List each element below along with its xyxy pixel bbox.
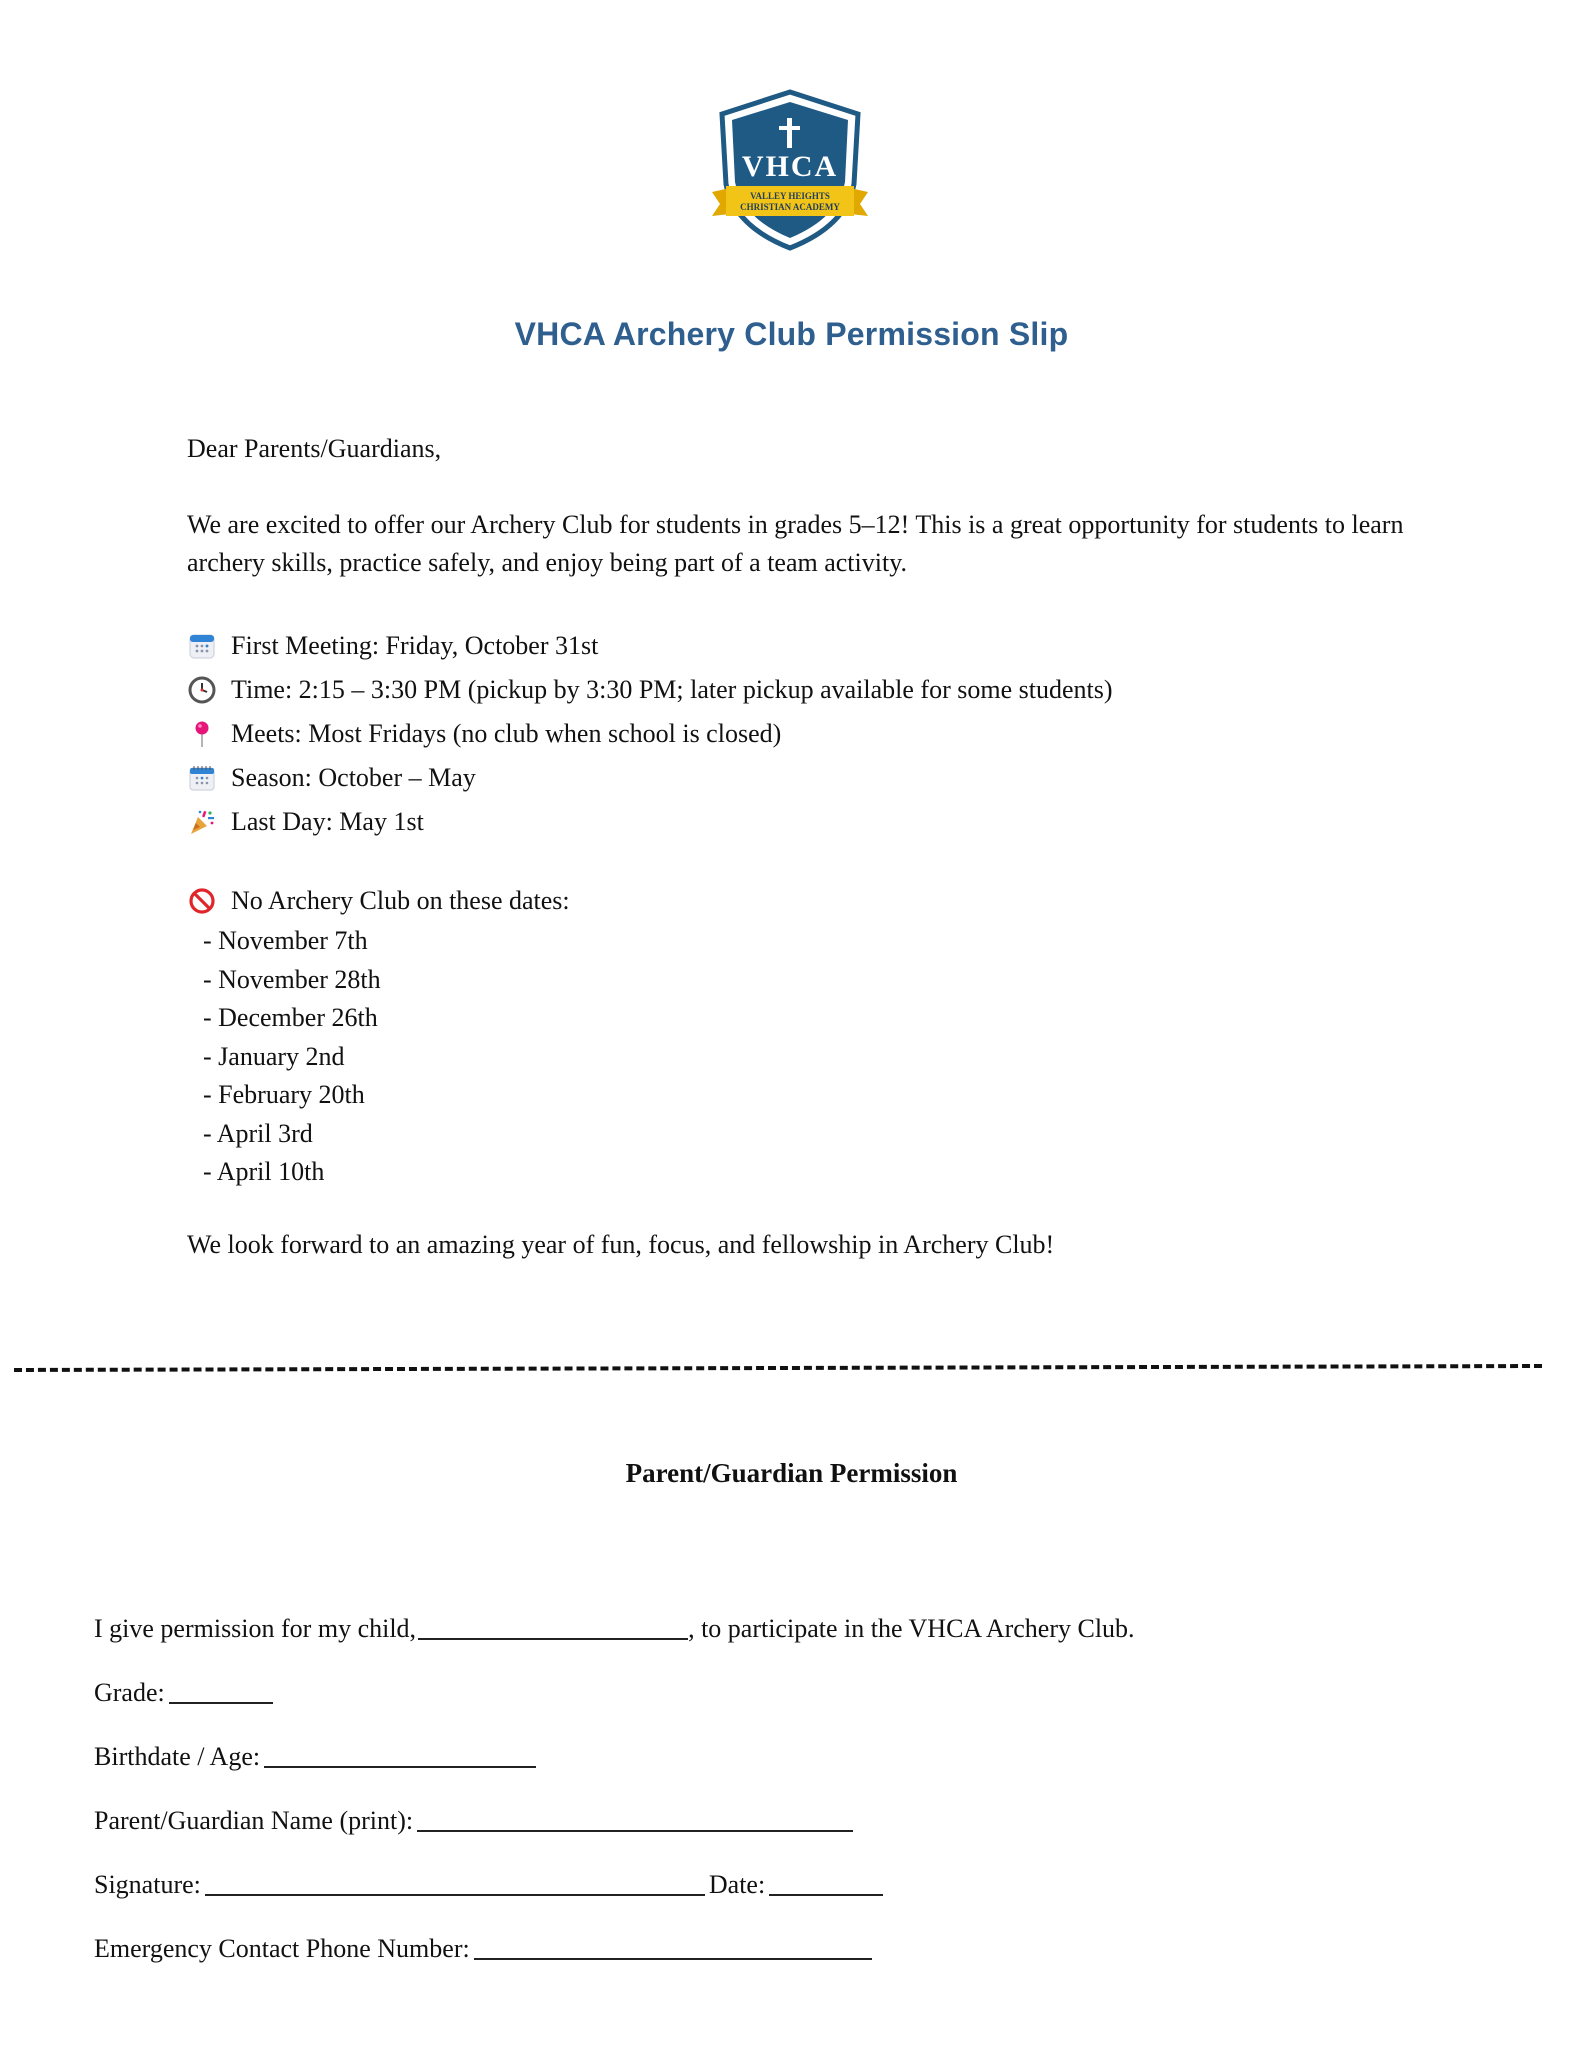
signature-row — [94, 1836, 1135, 1900]
closing-paragraph: We look forward to an amazing year of fun, focus, and fellowship in Archery Club! — [187, 1230, 1055, 1259]
detail-meets — [187, 712, 1113, 756]
party-popper-icon — [187, 807, 217, 837]
permission-heading: Parent/Guardian Permission — [625, 1458, 958, 1488]
detail-first-meeting — [187, 624, 1113, 668]
closure-date: - November 7th — [203, 926, 368, 955]
pin-icon — [187, 719, 217, 749]
intro-paragraph: We are excited to offer our Archery Club for students in grades 5–12! This is a great opportunity for students to learn archery skills, practice safely, and enjoy being part of a team activity. — [187, 510, 1404, 577]
date-field[interactable] — [769, 1868, 883, 1896]
detail-last-day — [187, 800, 1113, 844]
closure-heading — [187, 880, 570, 922]
birthdate-field[interactable] — [264, 1740, 536, 1768]
closure-date: - February 20th — [203, 1080, 365, 1109]
closure-dates — [187, 880, 570, 1192]
parent-name-label: Parent/Guardian Name (print): — [94, 1806, 414, 1835]
birthdate-label: Birthdate / Age: — [94, 1742, 261, 1771]
child-suffix: , to participate in the VHCA Archery Club. — [688, 1614, 1135, 1643]
logo-banner-line1: VALLEY HEIGHTS — [750, 191, 830, 201]
grade-row — [94, 1644, 1135, 1708]
page-title: VHCA Archery Club Permission Slip — [514, 316, 1069, 352]
phone-field[interactable] — [474, 1932, 872, 1960]
date-label: Date: — [708, 1870, 766, 1899]
prohibited-icon — [187, 886, 217, 916]
closure-heading-text: No Archery Club on these dates: — [231, 886, 570, 915]
detail-text: Meets: Most Fridays (no club when school is closed) — [231, 719, 782, 748]
grade-field[interactable] — [169, 1676, 273, 1704]
child-permission-row — [94, 1580, 1135, 1644]
child-name-field[interactable] — [418, 1612, 688, 1640]
birthdate-row — [94, 1708, 1135, 1772]
detail-season — [187, 756, 1113, 800]
signature-label: Signature: — [94, 1870, 201, 1899]
detail-text: First Meeting: Friday, October 31st — [231, 631, 599, 660]
closure-date: - January 2nd — [203, 1041, 345, 1071]
closure-date: - April 10th — [203, 1157, 325, 1186]
phone-row — [94, 1900, 1135, 1964]
child-prefix: I give permission for my child, — [94, 1614, 417, 1643]
calendar-icon — [187, 631, 217, 661]
closure-date: - April 3rd — [203, 1118, 313, 1148]
logo-banner-line2: CHRISTIAN ACADEMY — [740, 202, 840, 212]
detail-time — [187, 668, 1113, 712]
signature-field[interactable] — [205, 1868, 705, 1896]
school-logo — [708, 88, 872, 252]
greeting: Dear Parents/Guardians, — [187, 434, 442, 463]
parent-name-field[interactable] — [417, 1804, 853, 1832]
permission-form — [94, 1580, 1135, 1964]
detail-text: Season: October – May — [231, 763, 476, 792]
details-list — [187, 624, 1113, 844]
parent-name-row — [94, 1772, 1135, 1836]
clock-icon — [187, 675, 217, 705]
phone-label: Emergency Contact Phone Number: — [94, 1934, 470, 1963]
spiral-calendar-icon — [187, 763, 217, 793]
closure-date: - December 26th — [203, 1003, 378, 1032]
grade-label: Grade: — [94, 1678, 165, 1707]
closure-date: - November 28th — [203, 964, 381, 994]
detail-text: Last Day: May 1st — [231, 807, 424, 836]
detail-text: Time: 2:15 – 3:30 PM (pickup by 3:30 PM; later pickup available for some students) — [231, 675, 1113, 704]
cut-line-divider — [14, 1364, 1542, 1372]
logo-initials: VHCA — [741, 150, 839, 183]
